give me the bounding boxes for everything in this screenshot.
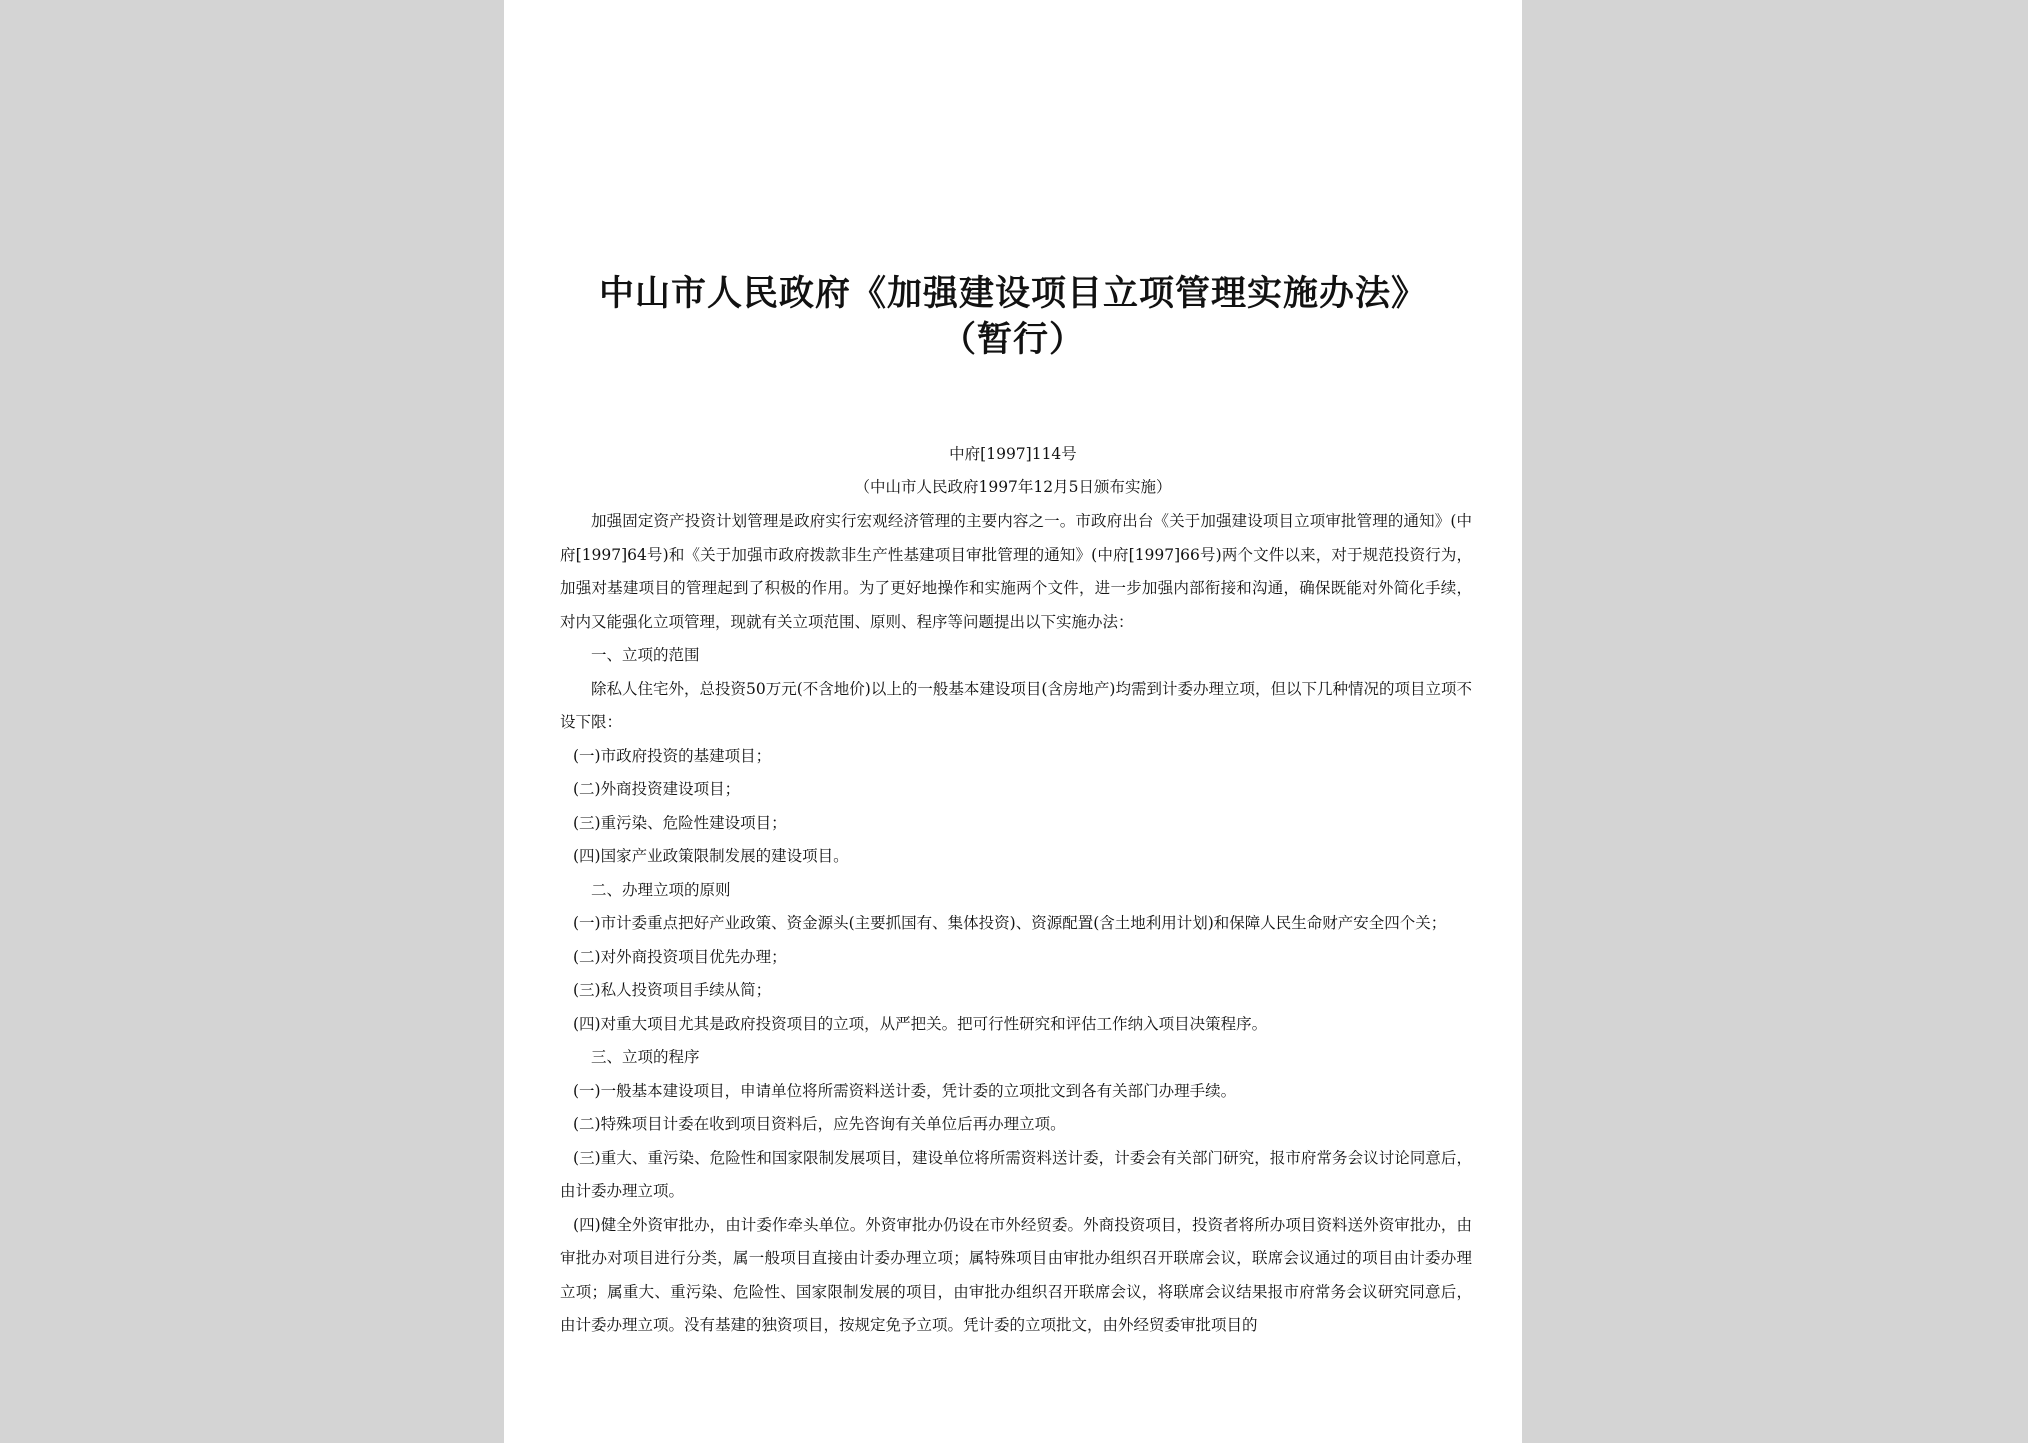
list-item: (二)外商投资建设项目； bbox=[573, 780, 741, 798]
list-item: (一)一般基本建设项目，申请单位将所需资料送计委，凭计委的立项批文到各有关部门办理手续。 bbox=[573, 1081, 1237, 1100]
document-page bbox=[504, 0, 1522, 1443]
document-number: 中府[1997]114号 bbox=[949, 445, 1077, 463]
section-heading-procedure: 三、立项的程序 bbox=[591, 1048, 700, 1066]
list-item: (一)市计委重点把好产业政策、资金源头(主要抓国有、集体投资)、资源配置(含土地利用计划)和保障人民生命财产安全四个关； bbox=[573, 914, 1447, 932]
list-item: (三)重污染、危险性建设项目； bbox=[573, 813, 787, 832]
intro-paragraph: 加强固定资产投资计划管理是政府实行宏观经济管理的主要内容之一。市政府出台《关于加强建设项目立项审批管理的通知》(中府[1997]64号)和《关于加强市政府拨款非生产性基建项目审批管理的通知》(中府[1997]66号)两个文件以来，对于规范投资行为，加强对基建项目的管理起到了积极的作用。为了更好地操作和实施两个文件，进一步加强内部衔接和沟通，确保既能对外简化手续，对内又能强化立项管理，现就有关立项范围、原则、程序等问题提出以下实施办法： bbox=[560, 512, 1472, 631]
section-heading-principles: 二、办理立项的原则 bbox=[591, 880, 731, 899]
section-heading-scope: 一、立项的范围 bbox=[591, 646, 700, 664]
document-subtitle: （暂行） bbox=[940, 319, 1085, 360]
document-title: 中山市人民政府《加强建设项目立项管理实施办法》 bbox=[598, 273, 1427, 314]
list-item: (四)健全外资审批办，由计委作牵头单位。外资审批办仍设在市外经贸委。外商投资项目，投资者将所办项目资料送外资审批办，由审批办对项目进行分类，属一般项目直接由计委办理立项；属特殊项目由审批办组织召开联席会议，联席会议通过的项目由计委办理立项；属重大、重污染、危险性、国家限制发展的项目，由审批办组织召开联席会议，将联席会议结果报市府常务会议研究同意后，由计委办理立项。没有基建的独资项目，按规定免予立项。凭计委的立项批文，由外经贸委审批项目的 bbox=[560, 1215, 1472, 1334]
list-item: (二)特殊项目计委在收到项目资料后，应先咨询有关单位后再办理立项。 bbox=[573, 1115, 1066, 1133]
promulgation-note: （中山市人民政府1997年12月5日颁布实施） bbox=[854, 478, 1172, 496]
list-item: (四)国家产业政策限制发展的建设项目。 bbox=[573, 847, 849, 865]
document-body bbox=[560, 505, 1472, 1343]
list-item: (三)重大、重污染、危险性和国家限制发展项目，建设单位将所需资料送计委，计委会有关部门研究，报市府常务会议讨论同意后，由计委办理立项。 bbox=[560, 1148, 1472, 1200]
list-item: (一)市政府投资的基建项目； bbox=[573, 746, 772, 765]
list-item: (二)对外商投资项目优先办理； bbox=[573, 947, 787, 966]
scope-paragraph: 除私人住宅外，总投资50万元(不含地价)以上的一般基本建设项目(含房地产)均需到计委办理立项，但以下几种情况的项目立项不设下限： bbox=[560, 679, 1472, 731]
list-item: (四)对重大项目尤其是政府投资项目的立项，从严把关。把可行性研究和评估工作纳入项目决策程序。 bbox=[573, 1014, 1268, 1033]
list-item: (三)私人投资项目手续从简； bbox=[573, 981, 772, 999]
